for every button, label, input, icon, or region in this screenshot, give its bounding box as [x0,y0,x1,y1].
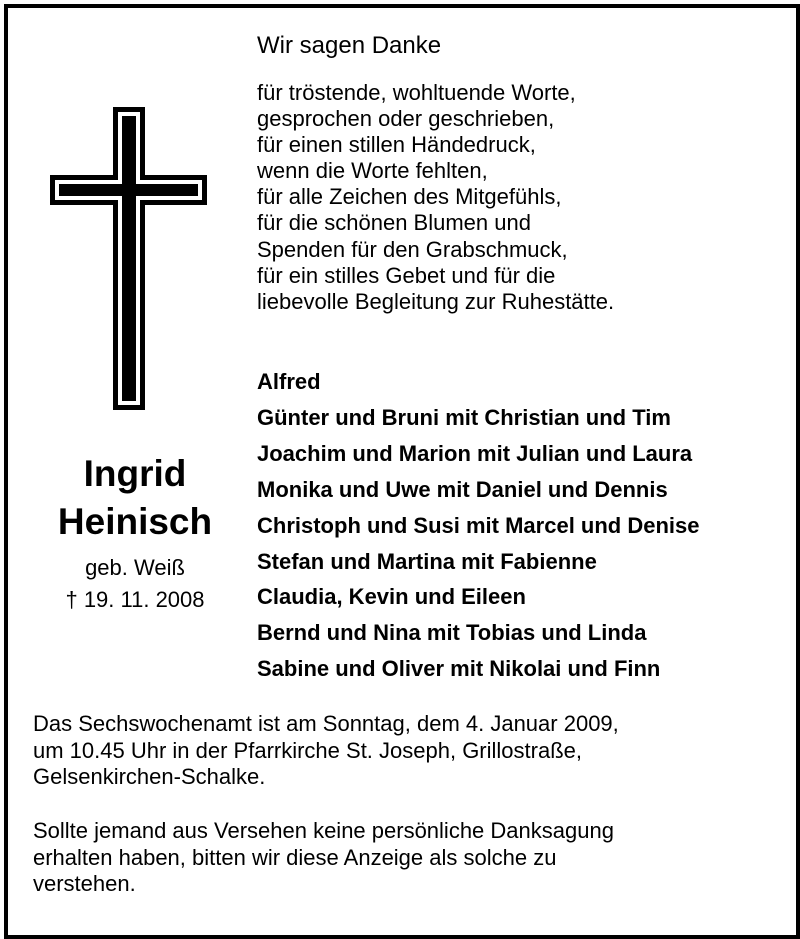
poem-line: für die schönen Blumen und [257,210,531,236]
service-line: Das Sechswochenamt ist am Sonntag, dem 4. Januar 2009, [33,711,619,736]
service-line: Gelsenkirchen-Schalke. [33,764,266,789]
poem-line: für ein stilles Gebet und für die [257,262,556,288]
poem-line: für tröstende, wohltuende Worte, [257,80,576,105]
notice-paragraph [33,818,614,898]
family-line: Monika und Uwe mit Daniel und Dennis [257,476,668,502]
poem-line: wenn die Worte fehlten, [257,158,488,184]
birth-name: geb. Weiß [85,555,185,580]
service-paragraph [33,711,619,791]
deceased-last-name: Heinisch [57,501,213,542]
family-line: Stefan und Martina mit Fabienne [257,548,597,574]
notice-line: verstehen. [33,871,136,896]
family-line: Claudia, Kevin und Eileen [257,584,526,610]
family-line: Christoph und Susi mit Marcel und Denise [257,512,700,538]
cross-icon [50,107,210,412]
service-line: um 10.45 Uhr in der Pfarrkirche St. Joseph, Grillostraße, [33,737,582,763]
family-line: Alfred [257,369,321,394]
notice-line: erhalten haben, bitten wir diese Anzeige als solche zu [33,844,557,870]
family-line: Günter und Bruni mit Christian und Tim [257,404,671,430]
poem-line: für einen stillen Händedruck, [257,132,536,158]
family-line: Bernd und Nina mit Tobias und Linda [257,620,647,646]
family-list [257,364,700,687]
poem-line: liebevolle Begleitung zur Ruhestätte. [257,288,615,314]
poem-line: Spenden für den Grabschmuck, [257,236,568,262]
notice-line: Sollte jemand aus Versehen keine persönliche Danksagung [33,818,614,843]
thanks-poem [257,80,614,315]
poem-line: gesprochen oder geschrieben, [257,106,555,132]
thanks-heading: Wir sagen Danke [257,32,442,59]
death-date: † 19. 11. 2008 [65,587,205,612]
deceased-first-name: Ingrid [83,453,187,494]
family-line: Joachim und Marion mit Julian und Laura [257,440,693,466]
family-line: Sabine und Oliver mit Nikolai und Finn [257,656,661,682]
deceased-info [30,450,240,616]
poem-line: für alle Zeichen des Mitgefühls, [257,184,562,210]
